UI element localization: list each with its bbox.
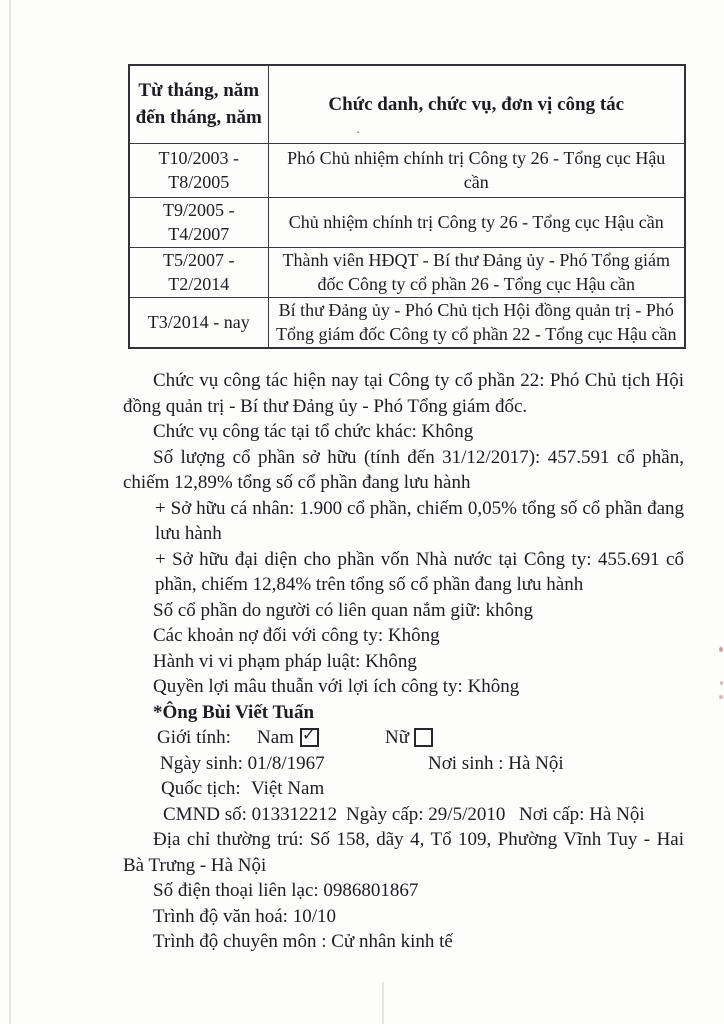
paragraph-shares-personal: + Sở hữu cá nhân: 1.900 cổ phần, chiếm 0,05% tổng số cổ phần đang lưu hành: [155, 497, 684, 544]
paragraph-conflicts: Quyền lợi mâu thuẫn với lợi ích công ty: Không: [153, 676, 520, 697]
period-cell: T10/2003 - T8/2005: [129, 143, 268, 197]
scan-artifact-speck: [719, 695, 723, 699]
scan-artifact-left-edge-line: [9, 0, 11, 1024]
female-checkbox-empty-icon: [414, 728, 433, 747]
position-cell: Thành viên HĐQT - Bí thư Đảng ủy - Phó Tổng giám đốc Công ty cổ phần 26 - Tổng cục Hậu cần: [268, 247, 685, 297]
table-header-row: [129, 65, 685, 143]
nationality-line: [123, 776, 684, 802]
career-history-table: [128, 64, 686, 349]
table-header-position-label: Chức danh, chức vụ, đơn vị công tác: [328, 93, 625, 115]
position-cell: Bí thư Đảng ủy - Phó Chủ tịch Hội đồng quản trị - Phó Tổng giám đốc Công ty cổ phần 22 - Tổng cục Hậu cần: [268, 297, 685, 348]
paragraph-current-position: Chức vụ công tác hiện nay tại Công ty cổ phần 22: Phó Chủ tịch Hội đồng quản trị - Bí thư Đảng ủy - Phó Tổng giám đốc.: [123, 370, 684, 417]
paragraph-phone: Số điện thoại liên lạc: 0986801867: [153, 880, 419, 901]
scan-artifact-speck: [720, 681, 723, 685]
period-cell: T9/2005 - T4/2007: [129, 197, 268, 247]
nationality-value: Việt Nam: [251, 778, 325, 799]
table-row: [129, 297, 685, 348]
gender-label: Giới tính:: [157, 727, 231, 748]
id-issue-place: Nơi cấp: Hà Nội: [519, 803, 645, 825]
gender-line: [123, 725, 684, 751]
id-issue-date: Ngày cấp: 29/5/2010: [346, 803, 506, 825]
id-number: CMND số: 013312212: [163, 803, 338, 825]
table-row: [129, 197, 685, 247]
id-line: [123, 802, 684, 828]
paragraph-other-org-position: Chức vụ công tác tại tổ chức khác: Không: [153, 421, 474, 442]
table-header-period: Từ tháng, năm đến tháng, năm: [129, 65, 268, 143]
paragraph-law-violations: Hành vi vi phạm pháp luật: Không: [153, 650, 417, 672]
paragraph-shares-related: Số cổ phần do người có liên quan nắm giữ: không: [153, 599, 533, 621]
birth-line: [123, 751, 684, 777]
birth-date: Ngày sinh: 01/8/1967: [160, 752, 325, 774]
paragraph-debts: Các khoản nợ đối với công ty: Không: [153, 625, 440, 646]
table-row: [129, 143, 685, 197]
birth-place: Nơi sinh : Hà Nội: [428, 752, 564, 774]
paragraph-shares-total: Số lượng cổ phần sở hữu (tính đến 31/12/2017): 457.591 cổ phần, chiếm 12,89% tổng số cổ phần đang lưu hành: [123, 446, 684, 493]
document-body: [123, 368, 684, 955]
table-row: [129, 247, 685, 297]
table-header-position: [268, 65, 685, 143]
position-cell: Chủ nhiệm chính trị Công ty 26 - Tổng cục Hậu cần: [268, 197, 685, 247]
paragraph-shares-state: + Sở hữu đại diện cho phần vốn Nhà nước tại Công ty: 455.691 cổ phần, chiếm 12,84% trên tổng số cổ phần đang lưu hành: [155, 548, 684, 595]
gender-female-label: Nữ: [385, 727, 410, 748]
scan-artifact-dot: .: [356, 121, 360, 136]
scan-artifact-bottom-line: [382, 982, 384, 1024]
period-cell: T5/2007 - T2/2014: [129, 247, 268, 297]
period-cell: T3/2014 - nay: [129, 297, 268, 348]
paragraph-professional-qualification: Trình độ chuyên môn : Cử nhân kinh tế: [153, 931, 453, 952]
male-checkbox-checked-icon: [300, 725, 319, 747]
scan-artifact-speck: [719, 647, 723, 652]
position-cell: Phó Chủ nhiệm chính trị Công ty 26 - Tổng cục Hậu cần: [268, 143, 685, 197]
gender-male-label: Nam: [257, 727, 294, 748]
paragraph-education-level: Trình độ văn hoá: 10/10: [153, 905, 336, 927]
nationality-label: Quốc tịch:: [161, 778, 241, 799]
check-icon: ✓: [302, 725, 316, 744]
paragraph-address: Địa chỉ thường trú: Số 158, dãy 4, Tổ 109, Phường Vĩnh Tuy - Hai Bà Trưng - Hà Nội: [123, 829, 684, 876]
person-name-heading: *Ông Bùi Viết Tuấn: [153, 701, 315, 723]
